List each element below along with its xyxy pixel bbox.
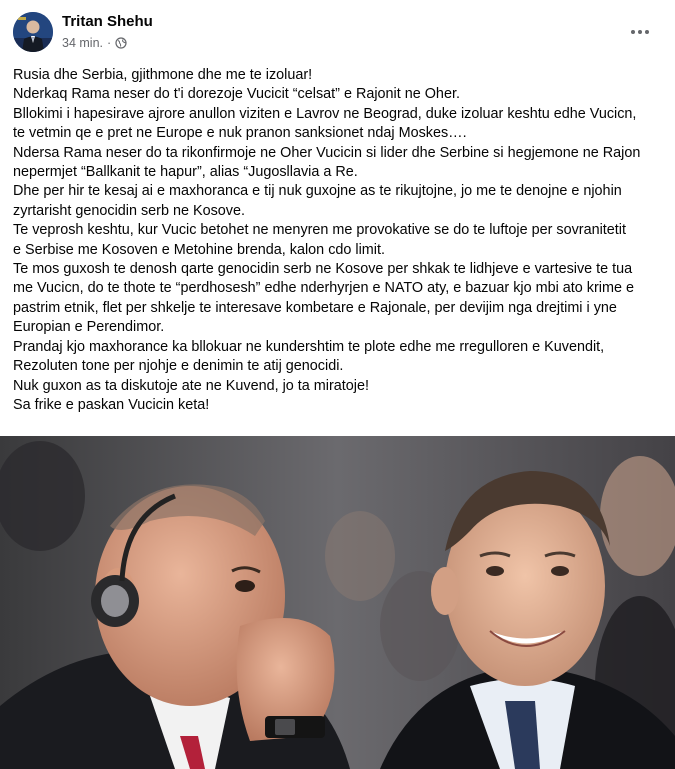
post-line: Rezoluten tone per njohje e denimin te atij genocidi. <box>13 358 344 375</box>
post-line: e Serbise me Kosoven e Metohine brenda, kalon cdo limit. <box>13 241 385 258</box>
post-line: Sa frike e paskan Vucicin keta! <box>13 396 210 413</box>
avatar[interactable] <box>13 12 53 52</box>
post-text <box>13 66 665 415</box>
avatar-image <box>13 12 53 52</box>
globe-icon[interactable] <box>115 37 127 49</box>
more-dots-icon <box>630 29 650 35</box>
post-line: Europian e Perendimor. <box>13 319 165 336</box>
author-name[interactable]: Tritan Shehu <box>62 13 153 30</box>
post-line: Dhe per hir te kesaj ai e maxhoranca e tij nuk guxojne as te rikujtojne, jo me te denojne e njohin <box>13 183 622 200</box>
post-photo[interactable] <box>0 436 675 769</box>
post-line: me Vucicn, do te thote te “perdhosesh” edhe nderhyrjen e NATO aty, e bazuar kjo mbi ato krime e <box>13 280 634 297</box>
post-line: Rusia dhe Serbia, gjithmone dhe me te izoluar! <box>13 67 313 83</box>
post-line: Nderkaq Rama neser do t'i dorezoje Vucicit “celsat” e Rajonit ne Oher. <box>13 86 460 103</box>
post-line: Prandaj kjo maxhorance ka bllokuar ne kundershtim te plote edhe me rregulloren e Kuvendit, <box>13 338 605 355</box>
post-meta <box>62 36 127 50</box>
post-line: zyrtarisht genocidin serb ne Kosove. <box>13 202 245 219</box>
post-line: nepermjet “Ballkanit te hapur”, alias “Jugosllavia a Re. <box>13 164 358 181</box>
post-line: te vetmin qe e pret ne Europe e nuk pranon sanksionet ndaj Moskes…. <box>13 125 467 142</box>
post-time[interactable]: 34 min. <box>62 36 103 50</box>
post-line: Te mos guxosh te denosh qarte genocidin serb ne Kosove per shkak te lidhjeve e vartesive te tua <box>13 261 633 278</box>
meta-separator: · <box>107 36 112 50</box>
post-line: Ndersa Rama neser do ta rikonfirmoje ne Oher Vucicin si lider dhe Serbine si hegjemone ne Rajon <box>13 144 641 161</box>
post-header <box>0 0 675 60</box>
more-options-button[interactable] <box>625 20 655 44</box>
post-line: Bllokimi i hapesirave ajrore anullon viziten e Lavrov ne Beograd, duke izoluar keshtu edhe Vucicn, <box>13 105 637 122</box>
post-line: Te veprosh keshtu, kur Vucic betohet ne menyren me provokative se do te luftoje per sovranitetit <box>13 222 626 239</box>
post-line: Nuk guxon as ta diskutoje ate ne Kuvend, jo ta miratoje! <box>13 377 369 394</box>
photo-illustration <box>0 436 675 769</box>
post-line: pastrim etnik, flet per shkelje te interesave kombetare e Rajonale, per devijim nga drejtimi i yne <box>13 299 617 316</box>
